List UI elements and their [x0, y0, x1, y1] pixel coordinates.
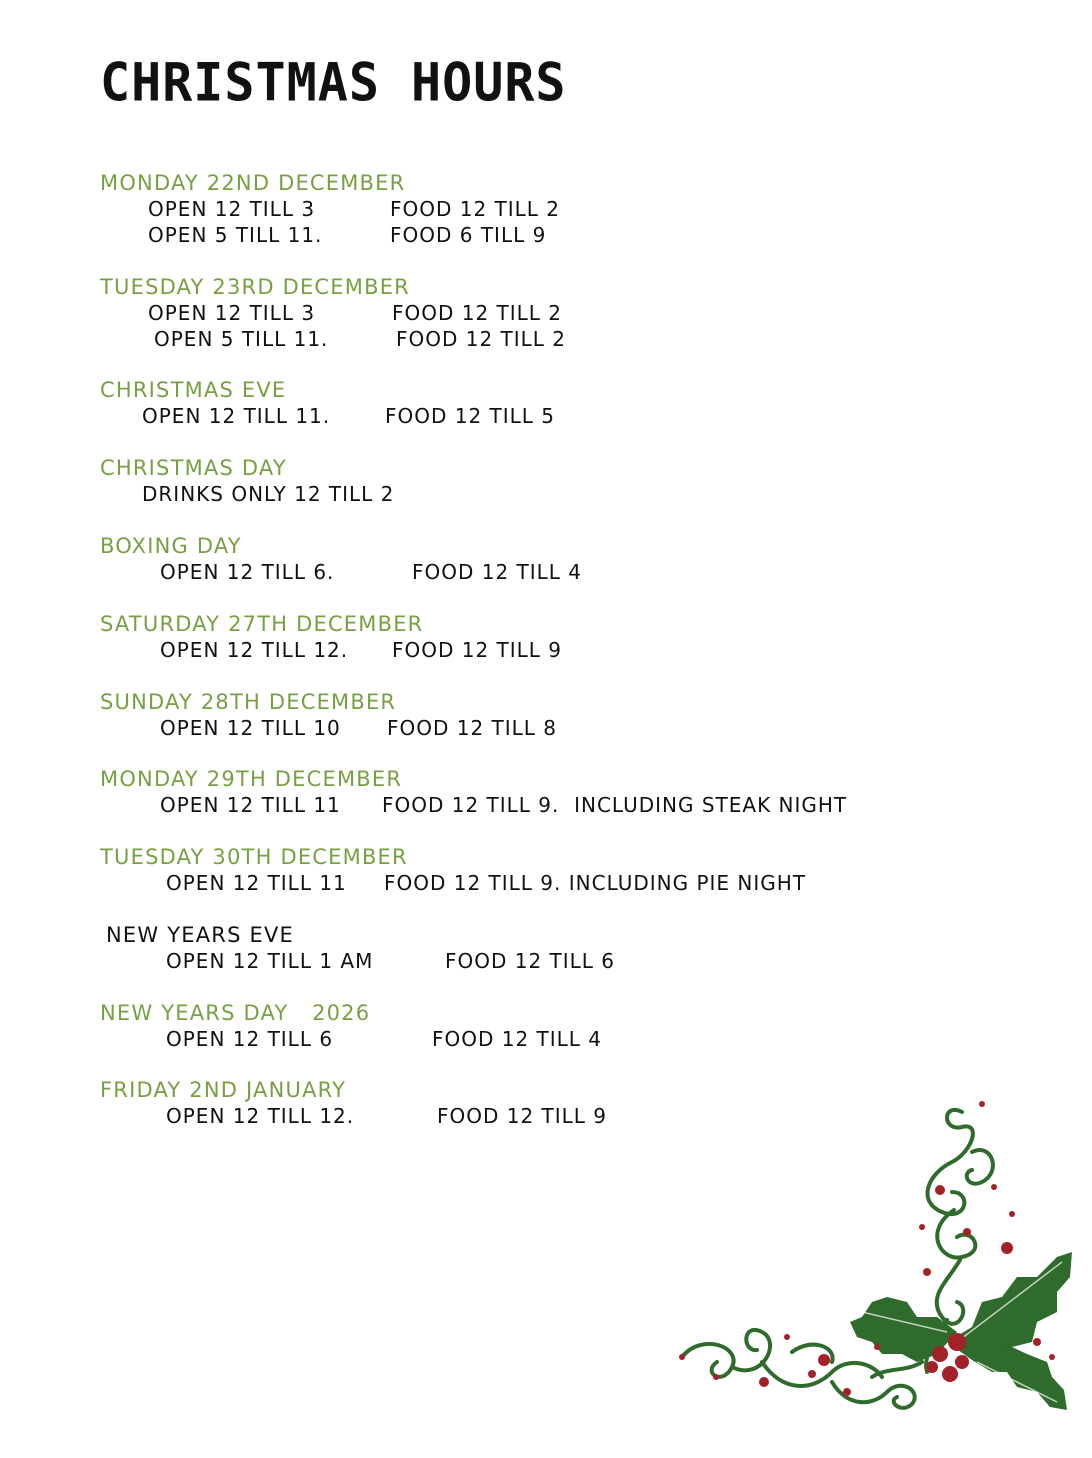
day-heading: BOXING DAY	[100, 534, 242, 558]
opening-hours: OPEN 12 TILL 6.	[160, 560, 335, 584]
food-hours: FOOD 12 TILL 2	[390, 197, 561, 221]
day-heading: SUNDAY 28TH DECEMBER	[100, 690, 397, 714]
food-hours: FOOD 12 TILL 2	[392, 301, 563, 325]
opening-hours: OPEN 12 TILL 12.	[166, 1104, 355, 1128]
food-hours: FOOD 6 TILL 9	[390, 223, 547, 247]
food-hours: FOOD 12 TILL 2	[396, 327, 567, 351]
day-heading: NEW YEARS DAY 2026	[100, 1001, 371, 1025]
opening-hours: OPEN 12 TILL 11	[160, 793, 341, 817]
opening-hours: OPEN 12 TILL 10	[160, 716, 341, 740]
opening-hours: OPEN 12 TILL 12.	[160, 638, 349, 662]
food-hours: FOOD 12 TILL 9. INCLUDING PIE NIGHT	[384, 871, 807, 895]
opening-hours: OPEN 12 TILL 6	[166, 1027, 334, 1051]
opening-hours: OPEN 12 TILL 1 AM	[166, 949, 374, 973]
opening-hours: DRINKS ONLY 12 TILL 2	[142, 482, 395, 506]
day-heading: TUESDAY 30TH DECEMBER	[100, 845, 408, 869]
food-hours: FOOD 12 TILL 6	[445, 949, 616, 973]
food-hours: FOOD 12 TILL 9. INCLUDING STEAK NIGHT	[382, 793, 848, 817]
day-heading: TUESDAY 23RD DECEMBER	[100, 275, 410, 299]
opening-hours: OPEN 12 TILL 11.	[142, 404, 331, 428]
day-heading: SATURDAY 27TH DECEMBER	[100, 612, 424, 636]
opening-hours: OPEN 12 TILL 3	[148, 301, 316, 325]
food-hours: FOOD 12 TILL 4	[432, 1027, 603, 1051]
food-hours: FOOD 12 TILL 9	[437, 1104, 608, 1128]
holly-decoration	[672, 1092, 1082, 1422]
opening-hours: OPEN 5 TILL 11.	[154, 327, 329, 351]
food-hours: FOOD 12 TILL 9	[392, 638, 563, 662]
day-heading: MONDAY 29TH DECEMBER	[100, 767, 403, 791]
food-hours: FOOD 12 TILL 4	[412, 560, 583, 584]
food-hours: FOOD 12 TILL 5	[385, 404, 556, 428]
opening-hours: OPEN 12 TILL 11	[166, 871, 347, 895]
day-heading: CHRISTMAS DAY	[100, 456, 287, 480]
day-heading: NEW YEARS EVE	[106, 923, 294, 947]
day-heading: CHRISTMAS EVE	[100, 378, 287, 402]
day-heading: FRIDAY 2ND JANUARY	[100, 1078, 347, 1102]
day-heading: MONDAY 22ND DECEMBER	[100, 171, 406, 195]
food-hours: FOOD 12 TILL 8	[387, 716, 558, 740]
page-title: CHRISTMAS HOURS	[100, 52, 567, 113]
opening-hours: OPEN 5 TILL 11.	[148, 223, 323, 247]
opening-hours: OPEN 12 TILL 3	[148, 197, 316, 221]
